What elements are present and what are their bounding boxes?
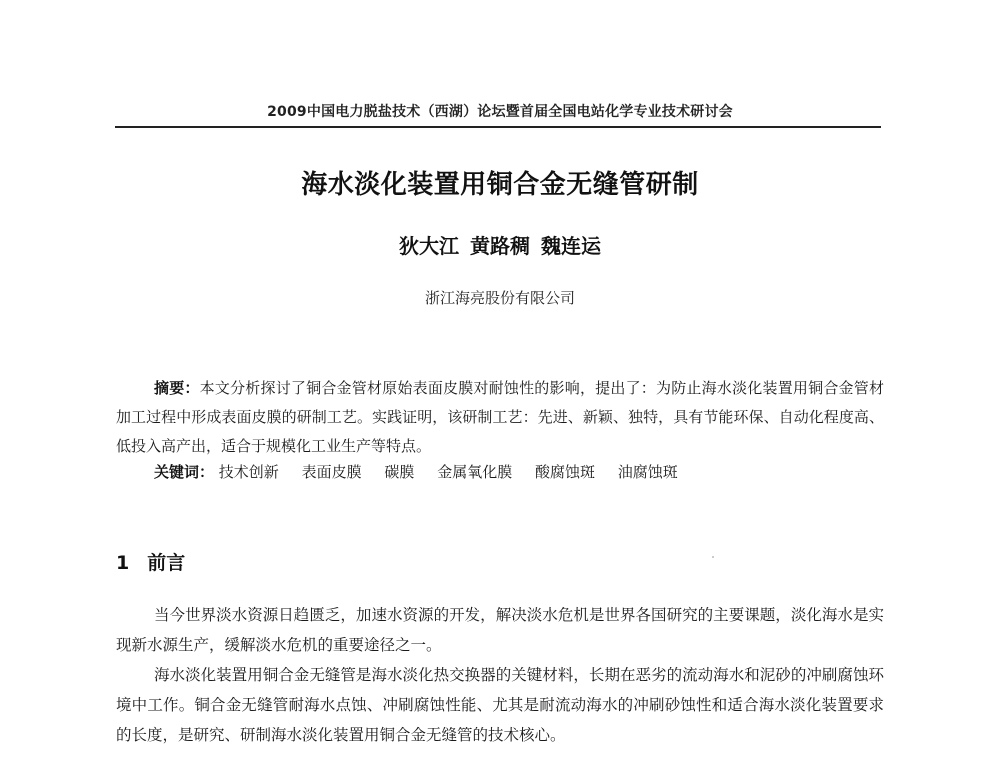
author: 狄大江 [399,234,460,258]
keyword: 油腐蚀斑 [617,463,678,481]
keyword: 碳膜 [384,463,415,481]
body-paragraph: 海水淡化装置用铜合金无缝管是海水淡化热交换器的关键材料，长期在恶劣的流动海水和泥砂的冲刷腐蚀环境中工作。铜合金无缝管耐海水点蚀、冲刷腐蚀性能、尤其是耐流动海水的冲刷砂蚀性和适合海水淡化装置要求的长度，是研究、研制海水淡化装置用铜合金无缝管的技术核心。 [116,666,884,744]
keywords-label: 关键词： [154,463,215,481]
abstract [116,374,884,461]
author-list [0,230,1000,259]
section-heading [116,548,185,575]
abstract-text: 本文分析探讨了铜合金管材原始表面皮膜对耐蚀性的影响，提出了：为防止海水淡化装置用铜合金管材加工过程中形成表面皮膜的研制工艺。实践证明，该研制工艺：先进、新颖、独特，具有节能环保、自动化程度高、低投入高产出，适合于规模化工业生产等特点。 [116,379,884,455]
keyword: 酸腐蚀斑 [534,463,595,481]
body-paragraph: 当今世界淡水资源日趋匮乏，加速水资源的开发，解决淡水危机是世界各国研究的主要课题，淡化海水是实现新水源生产，缓解淡水危机的重要途径之一。 [116,606,884,654]
section-title: 前言 [147,552,186,574]
keyword: 技术创新 [218,463,279,481]
affiliation: 浙江海亮股份有限公司 [424,289,575,307]
scan-speck [712,556,714,558]
keywords [154,461,696,482]
keyword: 表面皮膜 [301,463,362,481]
paper-title: 海水淡化装置用铜合金无缝管研制 [301,170,699,200]
keyword: 金属氧化膜 [437,463,513,481]
author: 黄路稠 [470,234,530,258]
author: 魏连运 [540,234,601,258]
conference-header: 2009中国电力脱盐技术（西湖）论坛暨首届全国电站化学专业技术研讨会 [267,104,733,120]
abstract-label: 摘要： [154,379,200,397]
section-number: 1 [116,552,130,574]
header-rule [115,126,881,128]
